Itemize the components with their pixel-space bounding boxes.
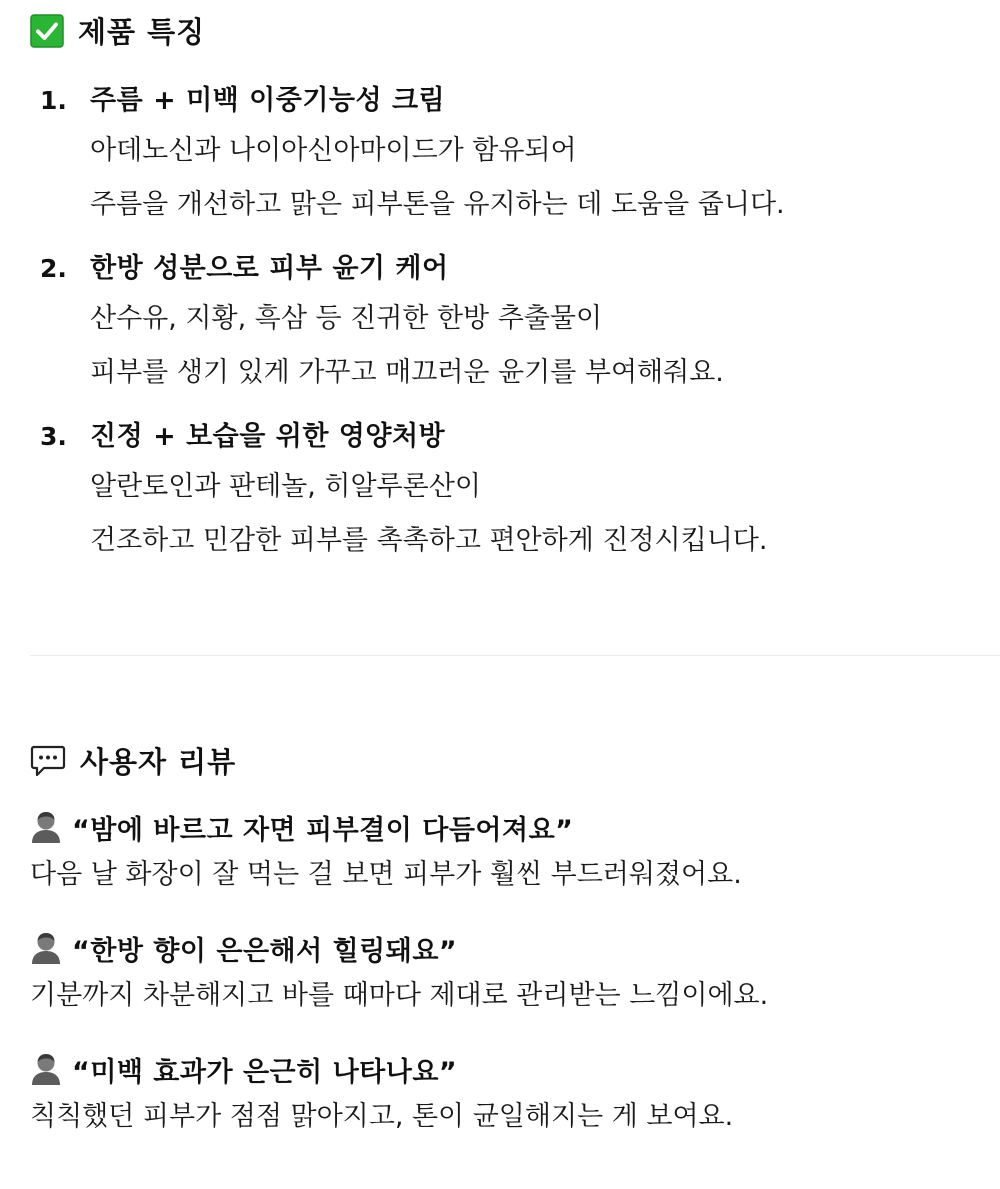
review-title: “밤에 바르고 자면 피부결이 다듬어져요” — [72, 814, 574, 846]
review-heading — [30, 925, 990, 971]
reviews-header — [30, 740, 236, 781]
review-item — [30, 925, 990, 1021]
review-title: “한방 향이 은은해서 힐링돼요” — [72, 935, 458, 967]
feature-description-line: 아데노신과 나이아신아마이드가 함유되어 — [90, 135, 577, 166]
feature-item — [40, 414, 980, 568]
feature-number: 3. — [40, 422, 67, 451]
section-divider — [30, 655, 1000, 656]
review-item — [30, 804, 990, 900]
features-header — [30, 10, 205, 51]
review-body: 칙칙했던 피부가 점점 맑아지고, 톤이 균일해지는 게 보여요. — [30, 1101, 734, 1132]
features-title: 제품 특징 — [78, 15, 206, 49]
review-heading — [30, 1046, 990, 1092]
person-icon — [30, 931, 62, 965]
review-title: “미백 효과가 은근히 나타나요” — [72, 1056, 458, 1088]
speech-bubble-icon — [30, 744, 66, 778]
reviews-title: 사용자 리뷰 — [80, 745, 237, 779]
feature-description-line: 주름을 개선하고 맑은 피부톤을 유지하는 데 도움을 줍니다. — [90, 189, 785, 220]
feature-item — [40, 246, 980, 400]
feature-heading — [40, 78, 980, 124]
feature-number: 1. — [40, 86, 67, 115]
review-body: 기분까지 차분해지고 바를 때마다 제대로 관리받는 느낌이에요. — [30, 980, 769, 1011]
feature-item — [40, 78, 980, 232]
feature-number: 2. — [40, 254, 67, 283]
review-heading — [30, 804, 990, 850]
feature-description-line: 산수유, 지황, 흑삼 등 진귀한 한방 추출물이 — [90, 303, 603, 334]
feature-description-line: 건조하고 민감한 피부를 촉촉하고 편안하게 진정시킵니다. — [90, 525, 768, 556]
feature-description-line: 알란토인과 판테놀, 히알루론산이 — [90, 471, 481, 502]
review-body: 다음 날 화장이 잘 먹는 걸 보면 피부가 훨씬 부드러워졌어요. — [30, 859, 742, 890]
feature-description-line: 피부를 생기 있게 가꾸고 매끄러운 윤기를 부여해줘요. — [90, 357, 724, 388]
person-icon — [30, 1052, 62, 1086]
feature-title: 주름 + 미백 이중기능성 크림 — [90, 85, 446, 116]
person-icon — [30, 810, 62, 844]
feature-title: 진정 + 보습을 위한 영양처방 — [90, 421, 446, 452]
check-box-icon — [30, 14, 64, 48]
feature-list — [40, 78, 980, 582]
feature-heading — [40, 246, 980, 292]
feature-heading — [40, 414, 980, 460]
review-item — [30, 1046, 990, 1142]
feature-title: 한방 성분으로 피부 윤기 케어 — [90, 253, 449, 284]
